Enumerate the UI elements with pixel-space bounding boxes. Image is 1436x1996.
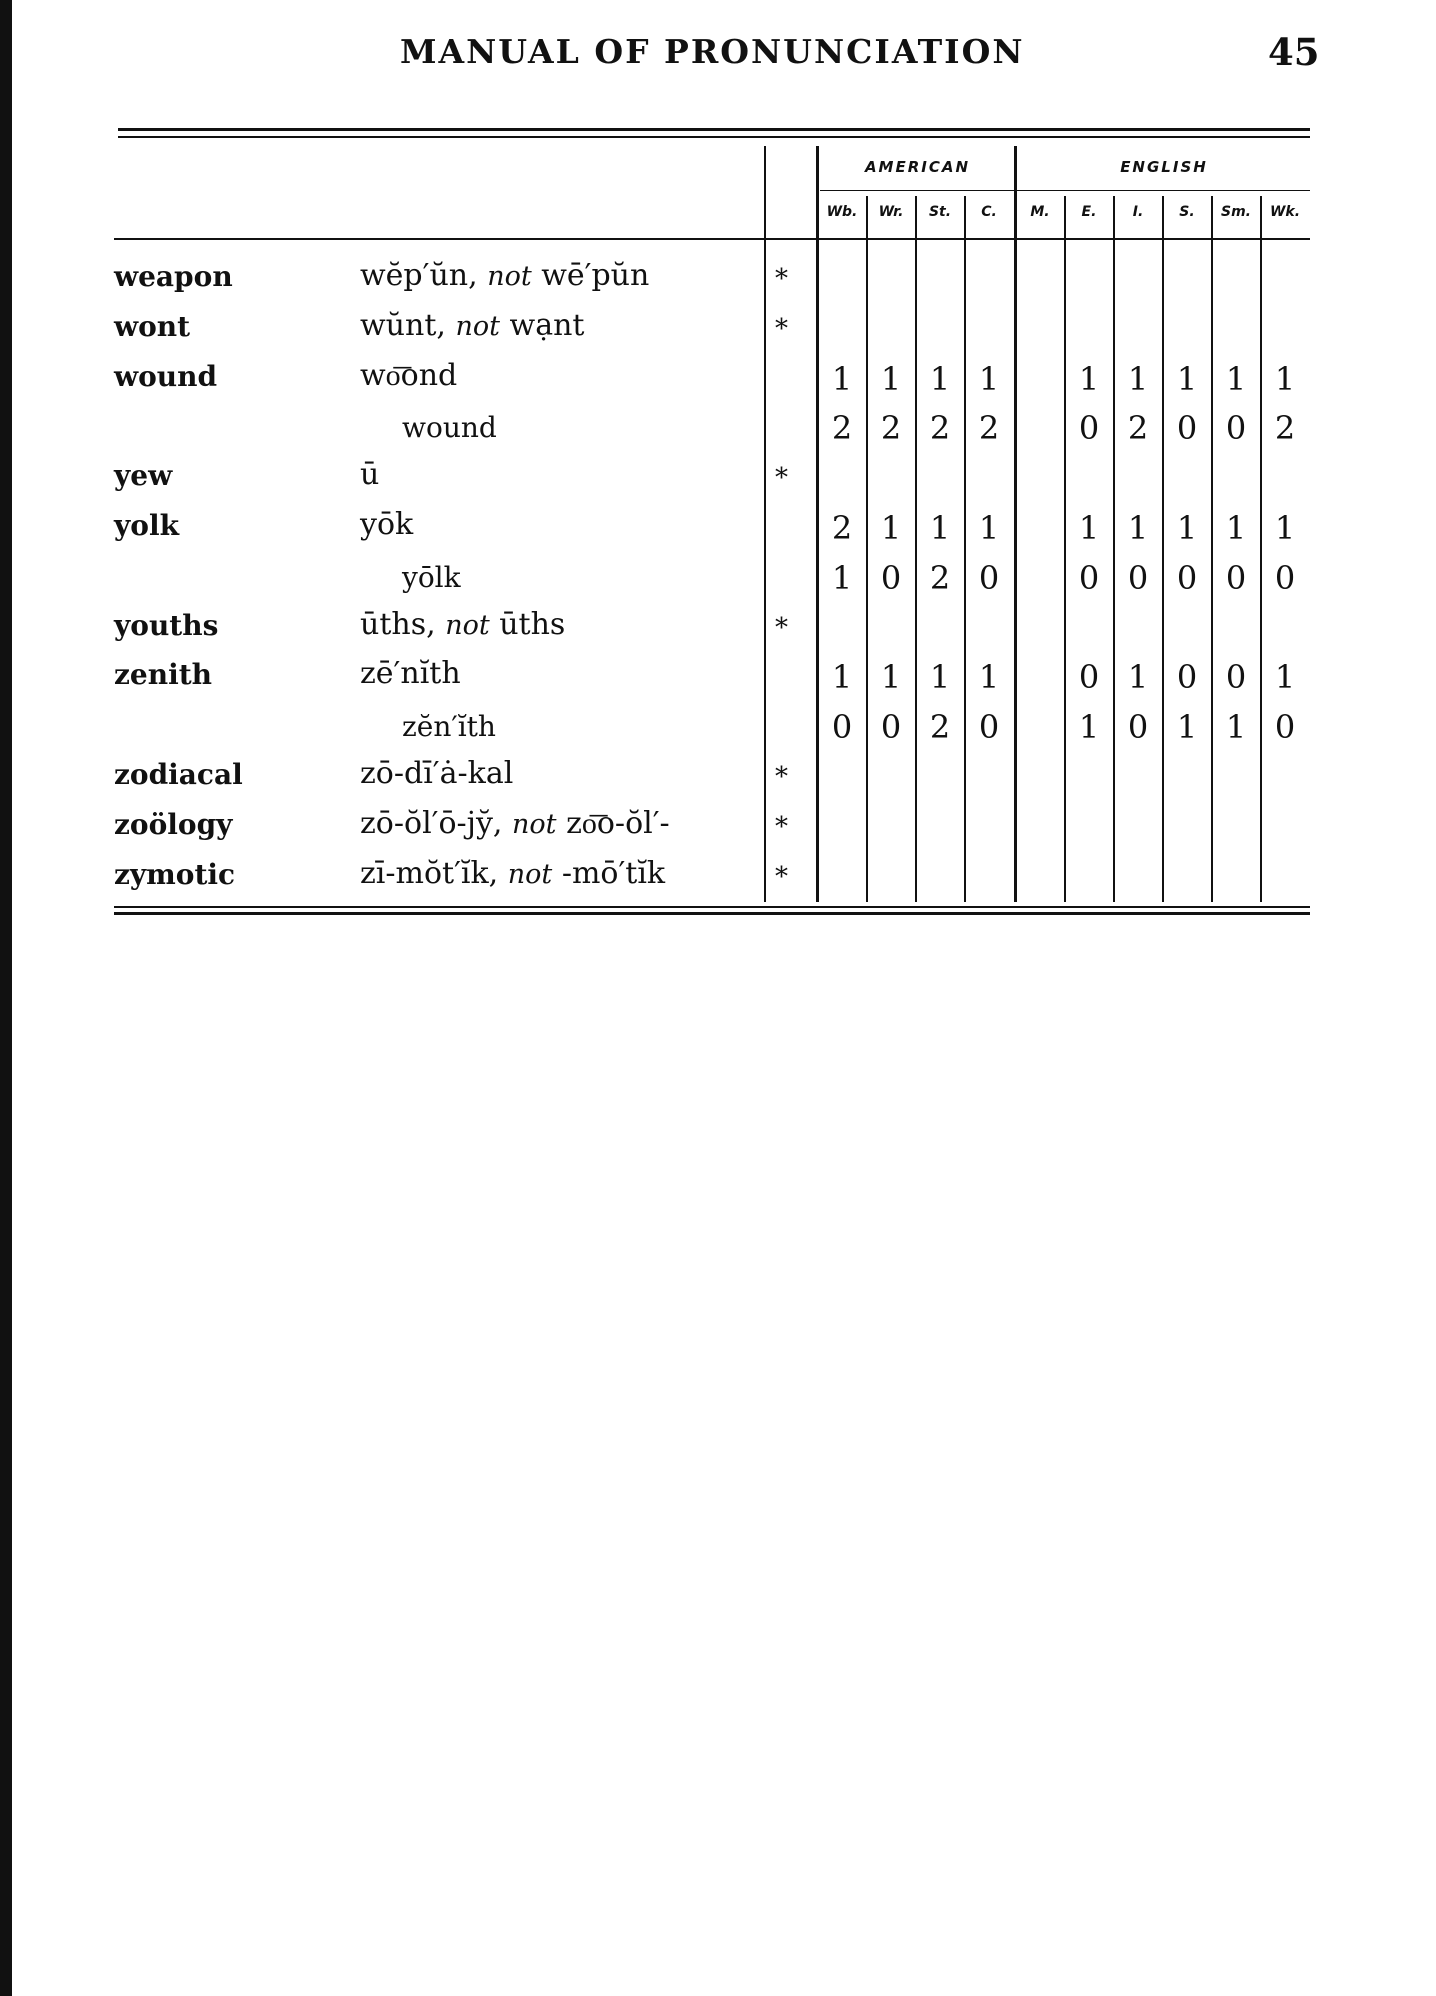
col-head-wk: Wk. [1269, 204, 1301, 220]
pronunciation-main: wŭnt, [360, 307, 446, 343]
pronunciation-note: not [455, 310, 500, 342]
authority-value: 2 [929, 409, 951, 448]
authority-value: 0 [880, 558, 902, 597]
authority-value: 1 [1127, 509, 1149, 547]
authority-value: 0 [1176, 409, 1198, 448]
pronunciation-main: wĕp′ŭn, [360, 258, 478, 293]
pronunciation [402, 561, 461, 594]
pronunciation-main: wo͞ond [360, 357, 458, 393]
authority-value: 0 [880, 708, 902, 747]
entry-word: weapon [114, 260, 233, 293]
group-label-english: ENGLISH [1120, 158, 1208, 176]
table-row [0, 403, 1436, 453]
authority-value: 1 [1176, 359, 1198, 398]
table-row [0, 254, 1436, 304]
authority-value: 0 [1225, 658, 1247, 697]
authority-value: 1 [1225, 509, 1247, 547]
entry-word: zoölogy [114, 807, 233, 841]
authority-value: 1 [880, 359, 902, 398]
col-head-sm: Sm. [1221, 204, 1251, 220]
authority-value: 0 [1127, 558, 1149, 597]
pronunciation-main: zĕn′ĭth [402, 710, 496, 744]
pronunciation [360, 756, 513, 791]
asterisk-marker: * [775, 264, 788, 294]
authority-value: 1 [1225, 708, 1247, 747]
table-row [0, 304, 1436, 354]
authority-value: 1 [1176, 708, 1198, 747]
col-head-m: M. [1030, 204, 1050, 220]
pronunciation-note: not [512, 808, 557, 840]
pronunciation-rejected: wē′pŭn [541, 258, 650, 293]
pronunciation [402, 710, 496, 743]
pronunciation-note: not [445, 609, 490, 641]
col-head-c: C. [981, 204, 997, 220]
table-row [0, 553, 1436, 603]
entry-word: yew [114, 459, 173, 493]
entry-word: zenith [114, 658, 212, 692]
table-row [0, 802, 1436, 852]
entry-word: youths [114, 608, 219, 642]
asterisk-marker: * [775, 612, 788, 643]
asterisk-marker: * [775, 861, 788, 892]
pronunciation [360, 856, 665, 891]
col-head-i: I. [1132, 204, 1144, 220]
pronunciation [360, 806, 670, 841]
col-head-wr: Wr. [878, 204, 904, 220]
authority-value: 1 [1274, 658, 1296, 697]
asterisk-marker: * [775, 762, 788, 792]
authority-value: 1 [880, 509, 902, 547]
pronunciation-rejected: wạnt [509, 307, 585, 343]
pronunciation-rejected: -mō′tĭk [561, 855, 666, 891]
table-row [0, 603, 1436, 653]
authority-value: 1 [978, 509, 1000, 547]
pronunciation-main: zō-ŏl′ō-jy̆, [360, 805, 503, 841]
authority-value: 2 [831, 509, 853, 547]
pronunciation-main: ū [360, 457, 380, 493]
pronunciation-main: wound [402, 411, 497, 445]
authority-value: 2 [880, 409, 902, 448]
col-head-wb: Wb. [826, 204, 858, 220]
authority-value: 1 [831, 558, 853, 597]
authority-value: 1 [1274, 359, 1296, 398]
pronunciation [360, 258, 649, 293]
authority-value: 1 [831, 658, 853, 697]
entry-word: wound [114, 359, 218, 393]
authority-value: 2 [978, 409, 1000, 448]
authority-value: 0 [1078, 558, 1100, 597]
authority-value: 2 [1274, 409, 1296, 448]
table-row [0, 652, 1436, 702]
authority-value: 1 [1225, 359, 1247, 398]
authority-value: 0 [1127, 708, 1149, 747]
authority-value: 1 [1078, 708, 1100, 747]
header-underline [114, 238, 1310, 240]
authority-value: 1 [1127, 359, 1149, 398]
pronunciation-main: yōk [360, 507, 414, 542]
authority-value: 0 [1176, 558, 1198, 597]
authority-value: 1 [929, 509, 951, 547]
asterisk-marker: * [775, 463, 788, 494]
pronunciation-note: not [507, 858, 553, 890]
authority-value: 0 [831, 708, 853, 747]
authority-value: 1 [1078, 359, 1100, 398]
pronunciation [360, 358, 457, 393]
entry-word: zymotic [114, 857, 236, 891]
pronunciation [360, 507, 413, 542]
pronunciation [360, 656, 461, 691]
authority-value: 0 [1078, 409, 1100, 448]
authority-value: 1 [1176, 509, 1198, 547]
authority-value: 1 [929, 658, 951, 697]
authority-value: 1 [1127, 658, 1149, 697]
entry-word: zodiacal [114, 758, 243, 791]
authority-value: 1 [978, 658, 1000, 697]
col-head-e: E. [1081, 204, 1097, 220]
authority-value: 1 [831, 359, 853, 398]
authority-value: 0 [1176, 658, 1198, 697]
table-row [0, 702, 1436, 752]
authority-value: 2 [929, 708, 951, 747]
authority-value: 1 [1078, 509, 1100, 547]
authority-value: 0 [1274, 558, 1296, 597]
entry-word: yolk [114, 509, 179, 542]
pronunciation [360, 308, 584, 343]
authority-value: 0 [978, 558, 1000, 597]
pronunciation [402, 411, 497, 444]
authority-value: 0 [1225, 558, 1247, 597]
entry-word: wont [114, 309, 191, 343]
pronunciation [360, 457, 379, 492]
table-row [0, 752, 1436, 802]
authority-value: 0 [978, 708, 1000, 747]
authority-value: 1 [1274, 509, 1296, 547]
authority-value: 0 [1078, 658, 1100, 697]
running-head: MANUAL OF PRONUNCIATION [400, 32, 1025, 71]
table-bottom-rule [114, 906, 1310, 908]
table-row [0, 453, 1436, 503]
pronunciation [360, 607, 565, 642]
pronunciation-note: not [487, 261, 532, 292]
table-top-rule [118, 128, 1310, 131]
authority-value: 1 [880, 658, 902, 697]
authority-value: 2 [831, 409, 853, 448]
group-label-american: AMERICAN [864, 158, 971, 176]
pronunciation-main: yōlk [402, 560, 461, 594]
pronunciation-main: zē′nĭth [360, 656, 461, 692]
pronunciation-main: zō-dī′ȧ-kal [360, 756, 514, 791]
group-underline [820, 190, 1310, 191]
pronunciation-rejected: ūths [499, 606, 566, 642]
authority-value: 1 [929, 359, 951, 398]
table-top-rule-inner [118, 136, 1310, 138]
authority-value: 1 [978, 359, 1000, 398]
pronunciation-main: ūths, [360, 606, 436, 642]
asterisk-marker: * [775, 313, 788, 344]
pronunciation-main: zī-mŏt′ĭk, [360, 855, 499, 891]
authority-value: 2 [929, 558, 951, 597]
authority-value: 0 [1274, 708, 1296, 747]
page-number: 45 [1268, 30, 1320, 74]
table-row [0, 852, 1436, 902]
authority-value: 0 [1225, 409, 1247, 448]
asterisk-marker: * [775, 811, 788, 842]
table-row [0, 503, 1436, 553]
table-row [0, 354, 1436, 404]
table-bottom-rule-inner [114, 912, 1310, 915]
col-head-st: St. [928, 204, 952, 220]
pronunciation-rejected: zo͞o-ŏl′- [566, 805, 670, 841]
col-head-s: S. [1179, 204, 1195, 220]
authority-value: 2 [1127, 409, 1149, 448]
